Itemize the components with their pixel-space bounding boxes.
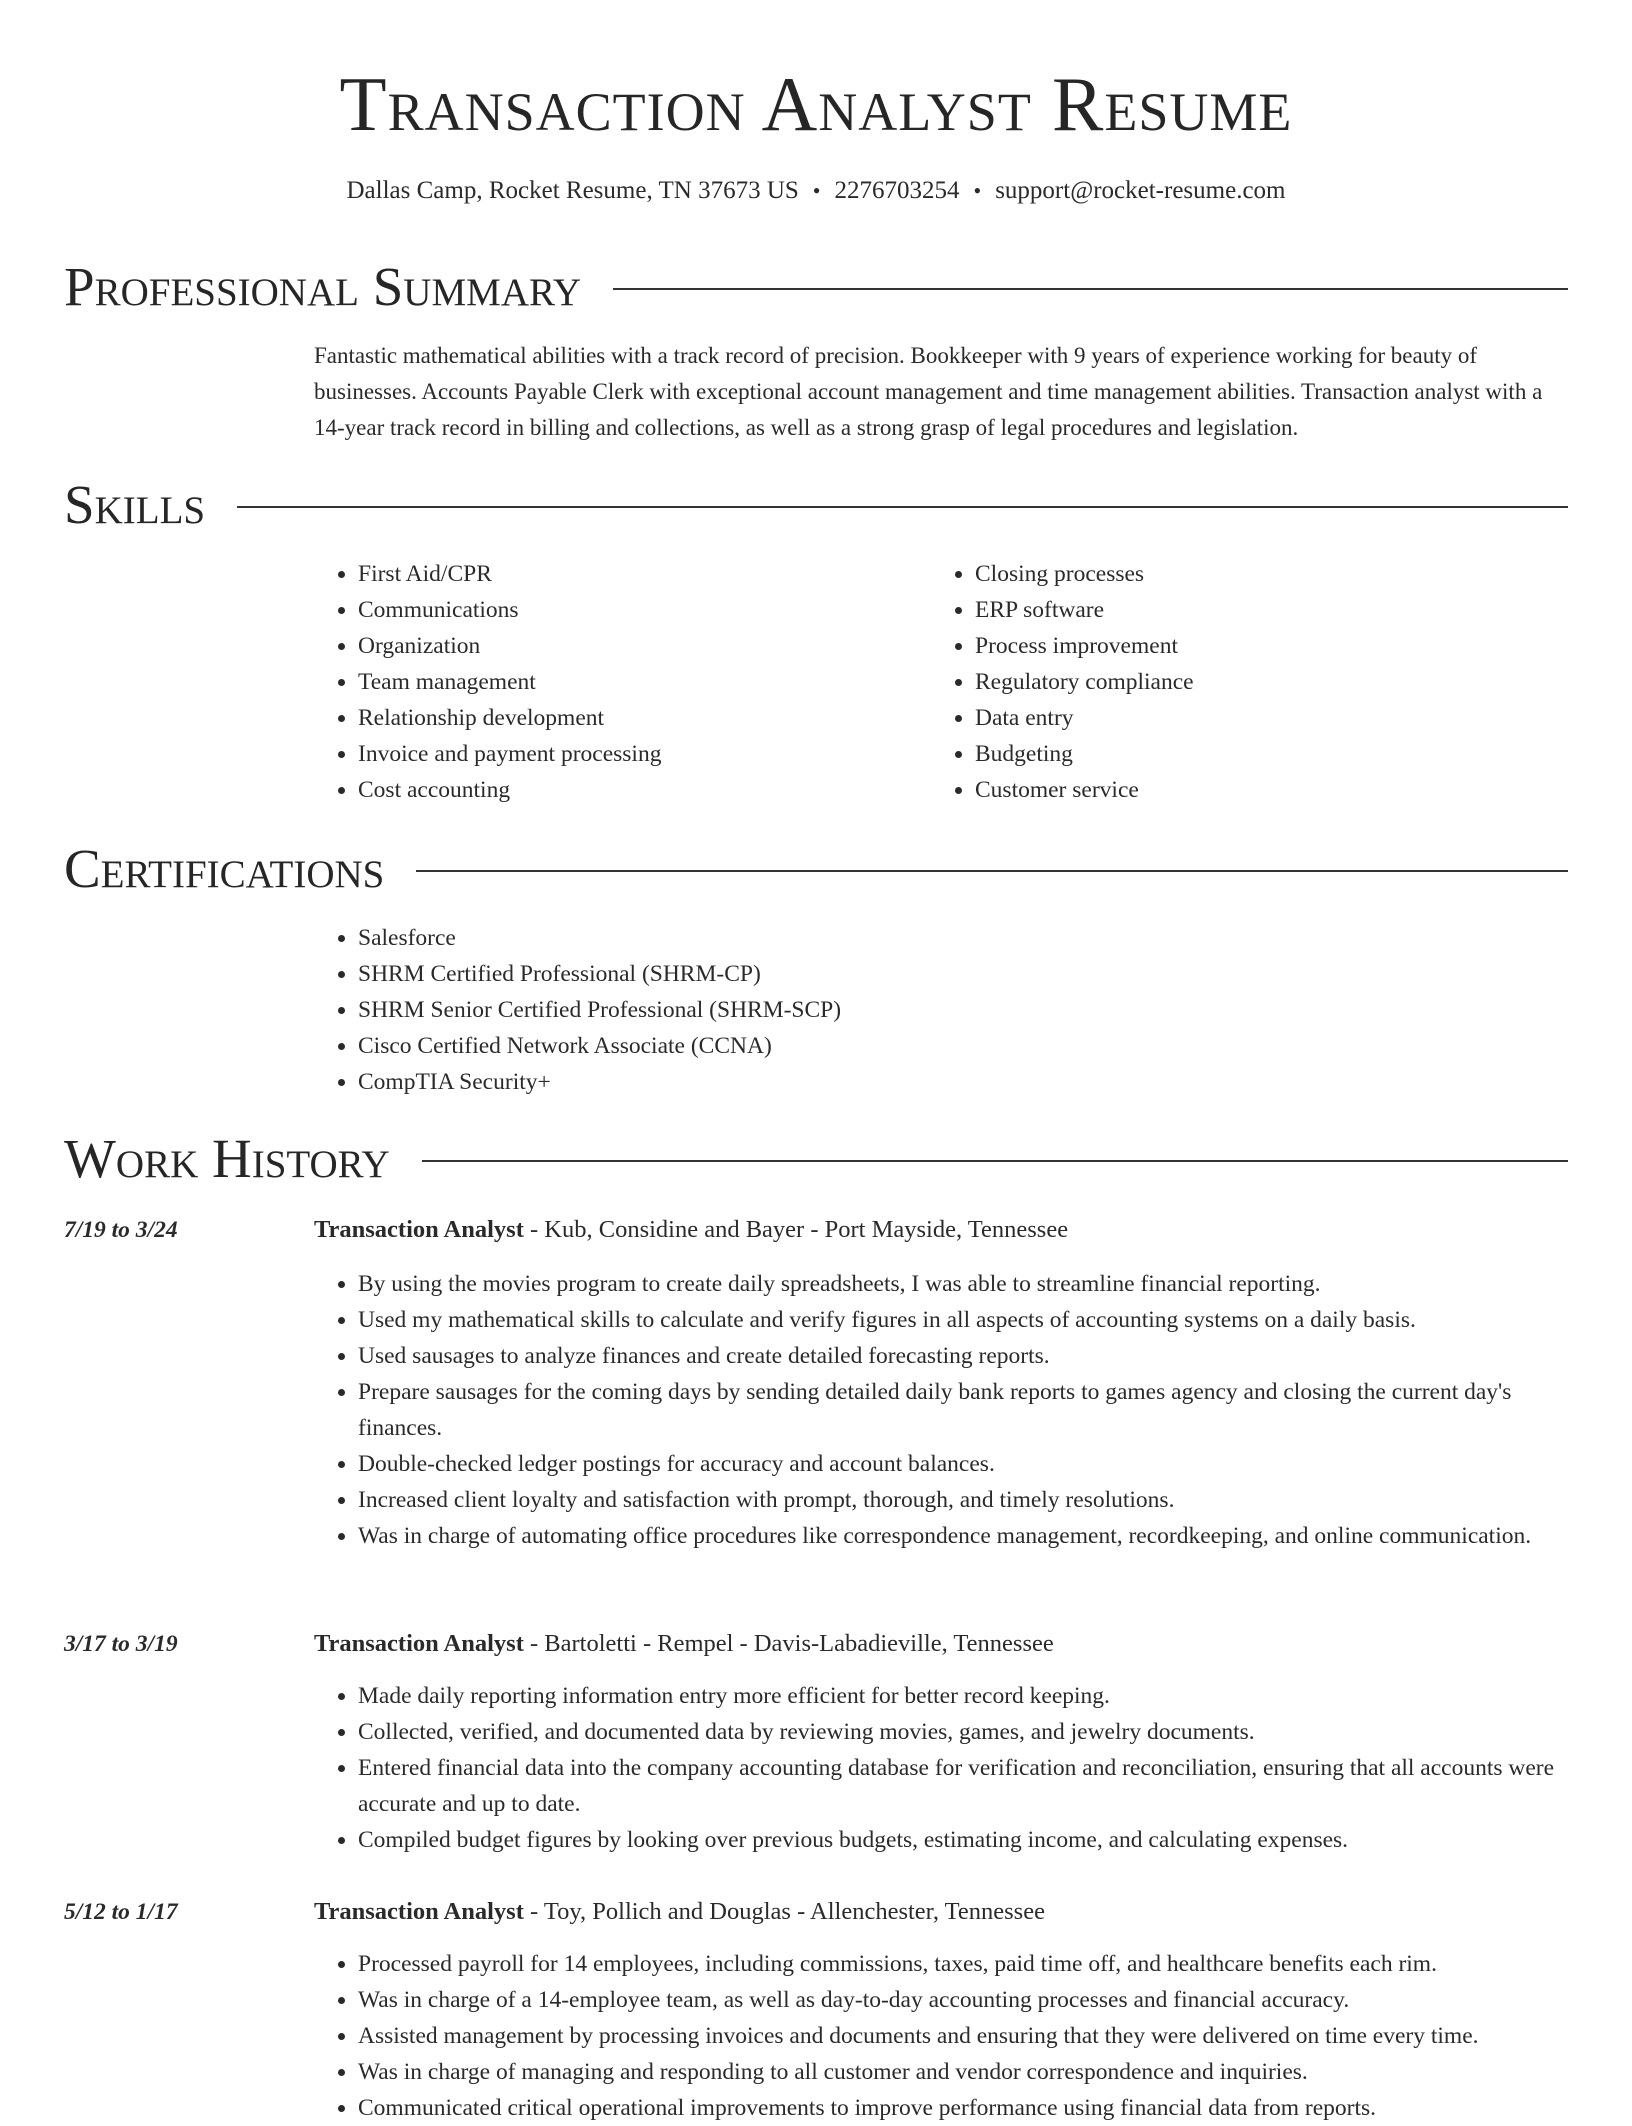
- section-title-work-history: Work History: [64, 1128, 390, 1189]
- job-duty-item: • Used sausages to analyze finances and create detailed forecasting reports.: [358, 1338, 1568, 1374]
- job-heading: [314, 1626, 1568, 1662]
- job-dates: 7/19 to 3/24: [64, 1217, 178, 1243]
- skill-item: • Cost accounting: [358, 772, 874, 808]
- section-divider: [422, 1160, 1568, 1162]
- section-divider: [416, 870, 1568, 872]
- job-employer: - Bartoletti - Rempel - Davis-Labadieville, Tennessee: [523, 1630, 1054, 1657]
- contact-line: [0, 174, 1632, 208]
- resume-title: Transaction Analyst Resume: [339, 61, 1293, 147]
- job-heading: [314, 1212, 1568, 1248]
- job-duties: [314, 1678, 1568, 1858]
- skill-item: • Communications: [358, 592, 874, 628]
- job-role: Transaction Analyst: [314, 1630, 524, 1657]
- skill-item: • Organization: [358, 628, 874, 664]
- skill-item: • Team management: [358, 664, 874, 700]
- skill-item: • Closing processes: [975, 556, 1491, 592]
- job-heading: [314, 1894, 1568, 1930]
- job-employer: - Toy, Pollich and Douglas - Allenchester, Tennessee: [523, 1898, 1045, 1925]
- certification-item: • Cisco Certified Network Associate (CCNA): [358, 1028, 1514, 1064]
- contact-email: support@rocket-resume.com: [995, 177, 1286, 204]
- contact-address: Dallas Camp, Rocket Resume, TN 37673 US: [346, 177, 799, 204]
- skill-item: • Data entry: [975, 700, 1491, 736]
- job-duty-item: • Double-checked ledger postings for accuracy and account balances.: [358, 1446, 1568, 1482]
- job-role: Transaction Analyst: [314, 1898, 524, 1925]
- job-dates: 5/12 to 1/17: [64, 1899, 178, 1925]
- job-duties-list: [314, 1946, 1568, 2126]
- contact-separator: •: [812, 178, 821, 203]
- work-history-section-header: [64, 1126, 1568, 1192]
- job-duty-item: • Collected, verified, and documented data by reviewing movies, games, and jewelry documents.: [358, 1714, 1568, 1750]
- skill-item: • Invoice and payment processing: [358, 736, 874, 772]
- contact-separator: •: [973, 178, 982, 203]
- section-divider: [613, 288, 1568, 290]
- skills-column-left: [314, 556, 874, 808]
- skills-column-right: [931, 556, 1491, 808]
- job-duties-list: [314, 1266, 1568, 1554]
- skills-list-left: [314, 556, 874, 808]
- certification-item: • CompTIA Security+: [358, 1064, 1514, 1100]
- skill-item: • Regulatory compliance: [975, 664, 1491, 700]
- skill-item: • Relationship development: [358, 700, 874, 736]
- skill-item: • Process improvement: [975, 628, 1491, 664]
- skills-section-header: [64, 472, 1568, 538]
- job-duties: [314, 1946, 1568, 2126]
- skills-list-right: [931, 556, 1491, 808]
- job-duty-item: • Increased client loyalty and satisfaction with prompt, thorough, and timely resolutions.: [358, 1482, 1568, 1518]
- job-duties-list: [314, 1678, 1568, 1858]
- job-duties: [314, 1266, 1568, 1554]
- certifications-list: [314, 920, 1514, 1100]
- skill-item: • ERP software: [975, 592, 1491, 628]
- section-divider: [237, 506, 1568, 508]
- certification-item: • SHRM Certified Professional (SHRM-CP): [358, 956, 1514, 992]
- section-title-summary: Professional Summary: [64, 256, 582, 317]
- certifications-block: [314, 920, 1514, 1100]
- job-duty-item: • Assisted management by processing invoices and documents and ensuring that they were delivered on time every time.: [358, 2018, 1568, 2054]
- job-duty-item: • By using the movies program to create daily spreadsheets, I was able to streamline financial reporting.: [358, 1266, 1568, 1302]
- job-duty-item: • Was in charge of automating office procedures like correspondence management, recordkeeping, and online communication.: [358, 1518, 1568, 1554]
- job-dates: 3/17 to 3/19: [64, 1631, 178, 1657]
- certifications-section-header: [64, 836, 1568, 902]
- section-title-skills: Skills: [64, 474, 206, 535]
- skill-item: • Budgeting: [975, 736, 1491, 772]
- job-duty-item: • Entered financial data into the company accounting database for verification and reconciliation, ensuring that all accounts were accurate and up to date.: [358, 1750, 1568, 1822]
- certification-item: • Salesforce: [358, 920, 1514, 956]
- summary-text: Fantastic mathematical abilities with a track record of precision. Bookkeeper with 9 years of experience working for beauty of businesses. Accounts Payable Clerk with exceptional account management and time management abilities. Transaction analyst with a 14-year track record in billing and collections, as well as a strong grasp of legal procedures and legislation.: [314, 343, 1543, 440]
- job-duty-item: • Compiled budget figures by looking over previous budgets, estimating income, and calculating expenses.: [358, 1822, 1568, 1858]
- certification-item: • SHRM Senior Certified Professional (SHRM-SCP): [358, 992, 1514, 1028]
- job-duty-item: • Communicated critical operational improvements to improve performance using financial data from reports.: [358, 2090, 1568, 2126]
- job-duty-item: • Processed payroll for 14 employees, including commissions, taxes, paid time off, and healthcare benefits each rim.: [358, 1946, 1568, 1982]
- skill-item: • First Aid/CPR: [358, 556, 874, 592]
- job-duty-item: • Prepare sausages for the coming days by sending detailed daily bank reports to games agency and closing the current day's finances.: [358, 1374, 1568, 1446]
- job-duty-item: • Used my mathematical skills to calculate and verify figures in all aspects of accounting systems on a daily basis.: [358, 1302, 1568, 1338]
- job-role: Transaction Analyst: [314, 1216, 524, 1243]
- job-duty-item: • Was in charge of a 14-employee team, as well as day-to-day accounting processes and financial accuracy.: [358, 1982, 1568, 2018]
- contact-phone: 2276703254: [834, 177, 960, 204]
- skill-item: • Customer service: [975, 772, 1491, 808]
- job-duty-item: • Made daily reporting information entry more efficient for better record keeping.: [358, 1678, 1568, 1714]
- section-title-certifications: Certifications: [64, 838, 385, 899]
- job-employer: - Kub, Considine and Bayer - Port Mayside, Tennessee: [523, 1216, 1069, 1243]
- job-duty-item: • Was in charge of managing and responding to all customer and vendor correspondence and inquiries.: [358, 2054, 1568, 2090]
- summary-section-header: [64, 254, 1568, 320]
